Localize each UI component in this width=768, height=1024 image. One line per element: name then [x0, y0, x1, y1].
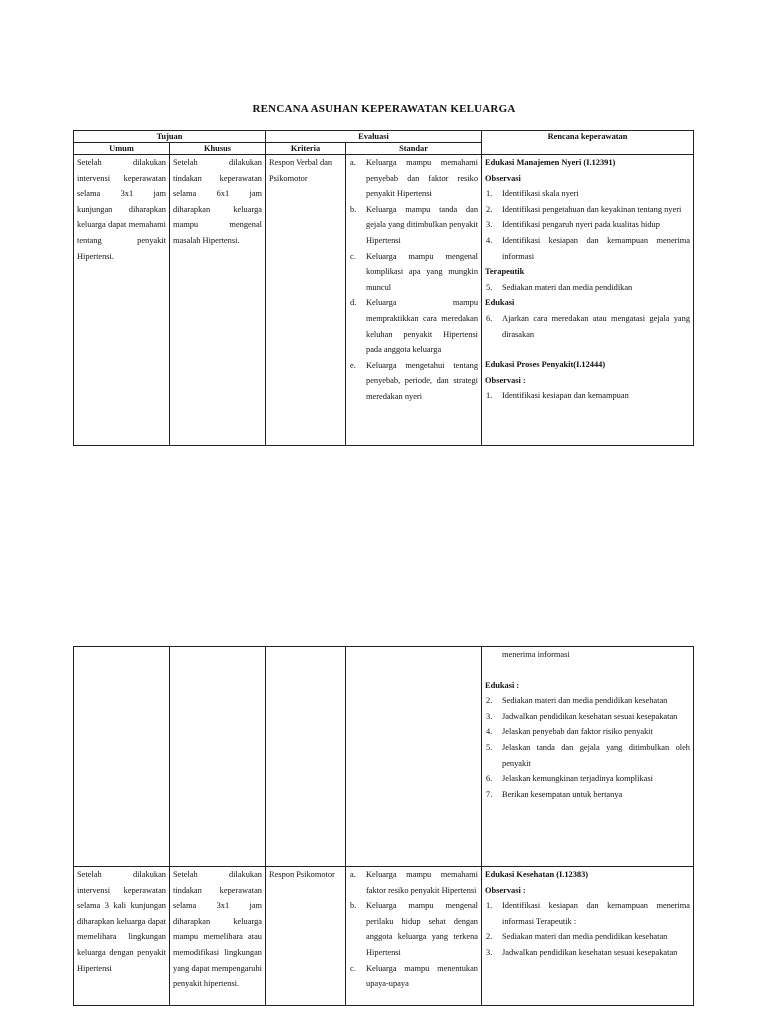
- standar-list: [349, 155, 478, 405]
- list-item: 3. Identifikasi pengaruh nyeri pada kualitas hidup: [486, 220, 660, 230]
- standar-item: a. Keluarga mampu memahami faktor resiko penyakit Hipertensi: [350, 870, 478, 895]
- cell-umum: Setelah dilakukan intervensi keperawatan selama 3x1 jam kunjungan diharapkan keluarga dapat memahami tentang penyakit Hipertensi.: [74, 155, 170, 446]
- observasi-label: Observasi: [485, 173, 521, 183]
- cell-empty: [170, 647, 266, 867]
- list-item: 3. Jadwalkan pendidikan kesehatan sesuai kesepakatan: [486, 947, 678, 957]
- cell-empty: [74, 647, 170, 867]
- list-item: 5. Sediakan materi dan media pendidikan: [486, 282, 633, 292]
- edukasi-label: Edukasi :: [485, 680, 520, 690]
- cell-empty: [266, 647, 346, 867]
- rencana-heading-proses: Edukasi Proses Penyakit(I.12444): [485, 360, 606, 370]
- list-item: 1. Identifikasi kesiapan dan kemampuan: [486, 391, 629, 401]
- list-item: 5. Jelaskan tanda dan gejala yang ditimbulkan oleh penyakit: [486, 742, 690, 768]
- terapeutik-label: Terapeutik: [485, 267, 525, 277]
- cell-rencana-continued: [482, 647, 694, 867]
- cell-rencana: [482, 155, 694, 446]
- header-standar: Standar: [346, 143, 482, 155]
- edukasi-label: Edukasi: [485, 298, 515, 308]
- continued-text: menerima informasi: [502, 650, 570, 659]
- care-plan-table-1: [73, 130, 694, 446]
- cell-khusus: Setelah dilakukan tindakan keperawatan selama 3x1 jam diharapkan keluarga mampu memelihara atau memodifikasi lingkungan yang dapat mempengaruhi penyakit hipertensi.: [170, 867, 266, 1006]
- header-rencana: Rencana keperawatan: [482, 131, 694, 155]
- list-item: 6. Jelaskan kemungkinan terjadinya komplikasi: [486, 774, 653, 784]
- standar-item: c. Keluarga mampu menentukan upaya-upaya: [350, 963, 478, 989]
- list-item: 2. Identifikasi pengetahuan dan keyakinan tentang nyeri: [486, 204, 682, 214]
- rencana-heading-nyeri: Edukasi Manajemen Nyeri (I.12391): [485, 158, 616, 167]
- list-item: 1. Identifikasi kesiapan dan kemampuan menerima informasi Terapeutik :: [486, 901, 690, 926]
- observasi2-label: Observasi :: [485, 375, 526, 385]
- list-item: 4. Jelaskan penyebab dan faktor risiko penyakit: [486, 727, 653, 737]
- list-item: 4. Identifikasi kesiapan dan kemampuan menerima informasi: [486, 235, 691, 261]
- list-item: 2. Sediakan materi dan media pendidikan kesehatan: [486, 696, 668, 706]
- rencana-heading-kesehatan: Edukasi Kesehatan (I.12383): [485, 870, 589, 879]
- standar-item: b. Keluarga mampu mengenal perilaku hidup sehat dengan anggota keluarga yang terkena Hipertensi: [350, 901, 478, 957]
- page-title: RENCANA ASUHAN KEPERAWATAN KELUARGA: [252, 103, 516, 115]
- list-item: 1. Identifikasi skala nyeri: [486, 189, 579, 199]
- standar-item: e. Keluarga mengetahui tentang penyebab, periode, dan strategi meredakan nyeri: [350, 360, 479, 401]
- cell-khusus: Setelah dilakukan tindakan keperawatan selama 6x1 jam diharapkan keluarga mampu mengenal masalah Hipertensi.: [170, 155, 266, 446]
- standar-item: c. Keluarga mampu mengenal komplikasi apa yang mungkin muncul: [350, 251, 479, 292]
- cell-standar: [346, 867, 482, 1006]
- standar-item: a. Keluarga mampu memahami penyebab dan faktor resiko penyakit Hipertensi: [350, 158, 479, 199]
- standar-list: [349, 867, 478, 992]
- edukasi-list: [485, 311, 690, 342]
- list-item: 3. Jadwalkan pendidikan kesehatan sesuai kesepakatan: [486, 711, 678, 721]
- cell-standar: [346, 155, 482, 446]
- list-item: 2. Sediakan materi dan media pendidikan kesehatan: [486, 932, 668, 942]
- standar-item: b. Keluarga mampu tanda dan gejala yang ditimbulkan penyakit Hipertensi: [350, 204, 479, 245]
- observasi-label: Observasi :: [485, 885, 526, 895]
- header-umum: Umum: [74, 143, 170, 155]
- header-evaluasi: Evaluasi: [266, 131, 482, 143]
- header-tujuan: Tujuan: [74, 131, 266, 143]
- edukasi-list: [485, 693, 690, 802]
- standar-item: d. Keluarga mampu mempraktikkan cara meredakan keluhan penyakit Hipertensi pada anggota keluarga: [350, 298, 479, 355]
- list-item: 7. Berikan kesempatan untuk bertanya: [486, 789, 623, 799]
- header-khusus: Khusus: [170, 143, 266, 155]
- header-kriteria: Kriteria: [266, 143, 346, 155]
- cell-empty: [346, 647, 482, 867]
- observasi-list: [485, 186, 690, 264]
- observasi2-list: [485, 388, 690, 404]
- cell-kriteria: Respon Verbal dan Psikomotor: [266, 155, 346, 446]
- cell-kriteria: Respon Psikomotor: [266, 867, 346, 1006]
- cell-umum: Setelah dilakukan intervensi keperawatan selama 3 kali kunjungan diharapkan keluarga dapat memelihara lingkungan keluarga dengan penyakit Hipertensi: [74, 867, 170, 1006]
- list-item: 6. Ajarkan cara meredakan atau mengatasi gejala yang dirasakan: [486, 313, 691, 339]
- care-plan-table-2: [73, 646, 694, 1006]
- terapeutik-list: [485, 280, 690, 296]
- rencana-list: [485, 898, 690, 960]
- cell-rencana: [482, 867, 694, 1006]
